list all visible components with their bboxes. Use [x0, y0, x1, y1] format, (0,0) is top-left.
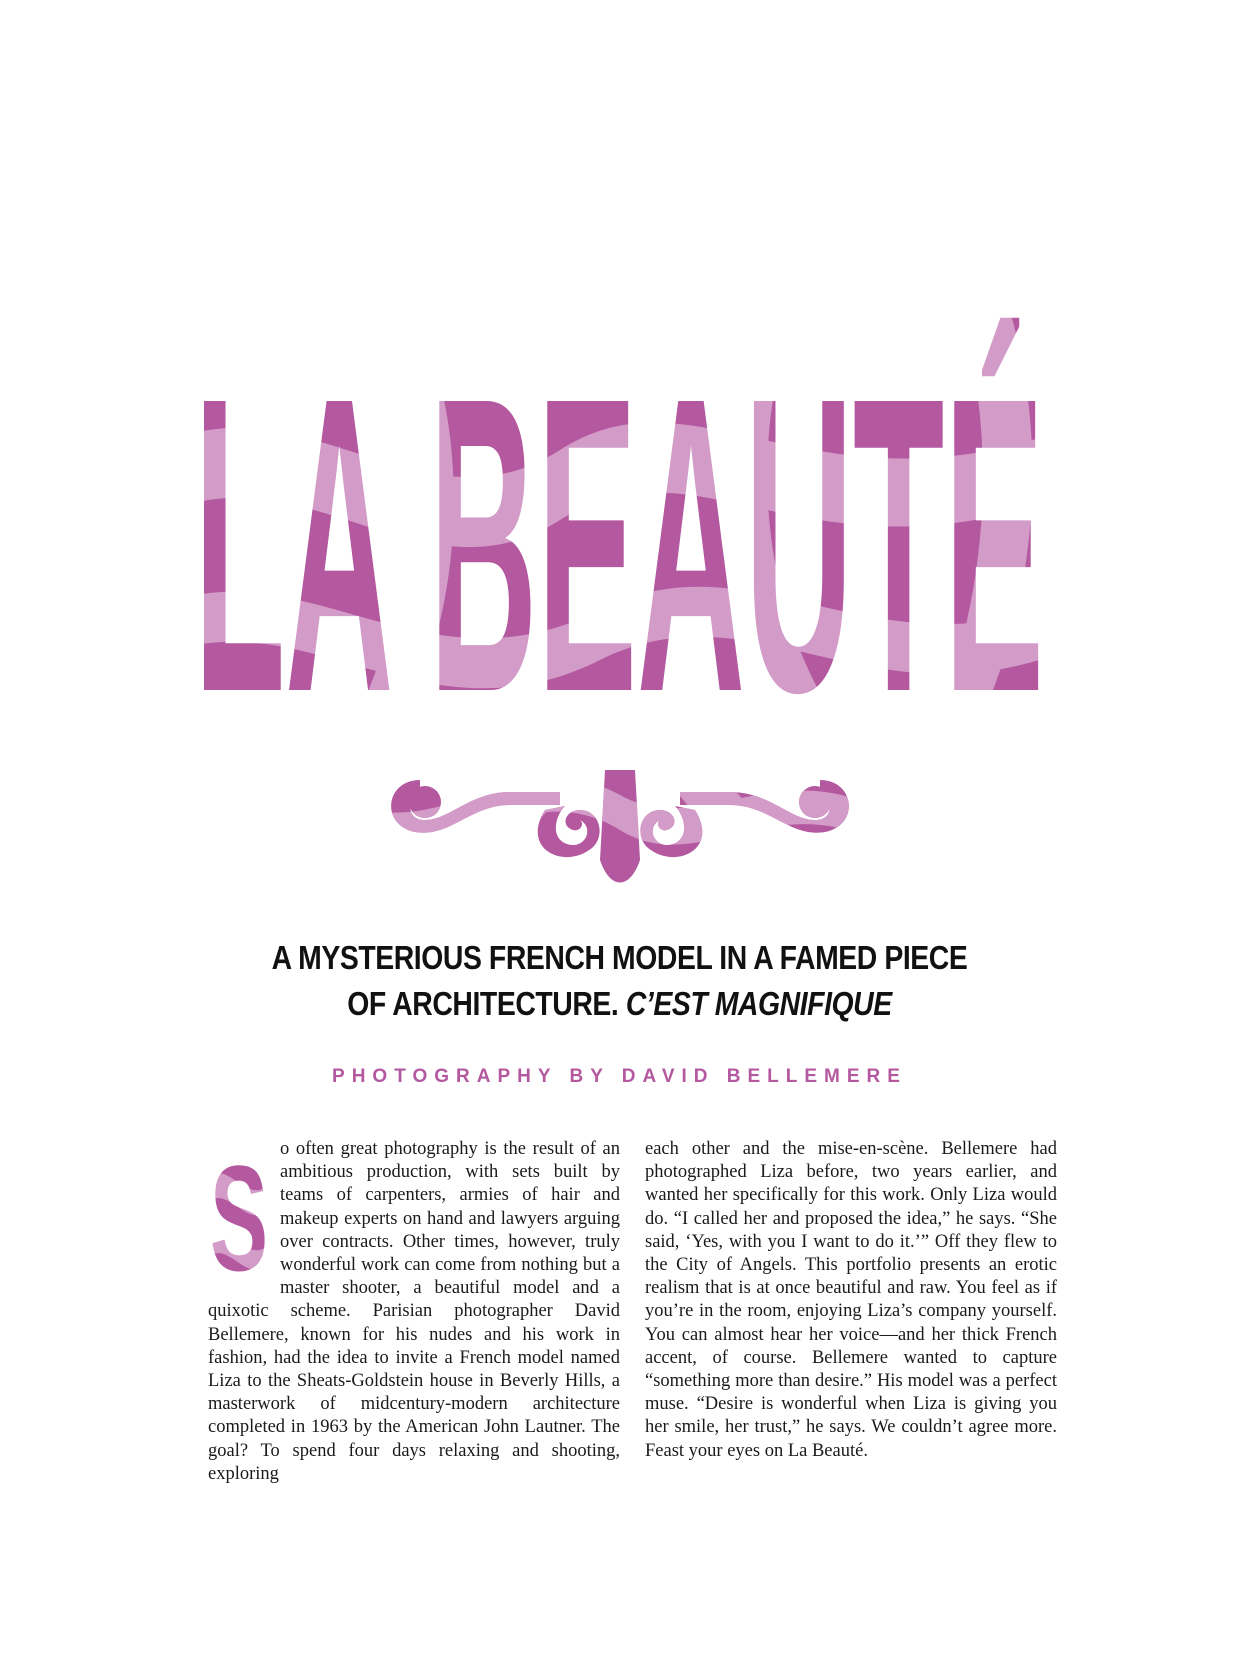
headline-line-1: A MYSTERIOUS FRENCH MODEL IN A FAMED PIECE: [271, 939, 968, 976]
article-text-left: o often great photography is the result of an ambitious production, with sets built by teams of carpenters, armies of hair and makeup experts on hand and lawyers arguing over contracts. Other times, however, truly wonderful work can come from nothing but a master shooter, a beautiful model and a quixotic scheme. Parisian photographer David Bellemere, known for his nudes and his work in fashion, had the idea to invite a French model named Liza to the Sheats-Goldstein house in Beverly Hills, a masterwork of midcentury-modern architecture completed in 1963 by the American John Lautner. The goal? To spend four days relaxing and shooting, exploring: [208, 1139, 620, 1484]
headline-plain: OF ARCHITECTURE.: [347, 985, 619, 1022]
drop-cap: [208, 1138, 270, 1278]
page-title: [0, 280, 1239, 710]
article-column-left: [208, 1138, 620, 1486]
article-column-right: [645, 1138, 1057, 1463]
headline-line-2: [87, 981, 1153, 1027]
scroll-ornament-bottom-icon: [0, 750, 1239, 900]
headline-italic: C’EST MAGNIFIQUE: [625, 985, 892, 1022]
article-text-right: each other and the mise-en-scène. Bellemere had photographed Liza before, two years earlier, and wanted her specifically for this work. Only Liza would do. “I called her and proposed the idea,” he says. “She said, ‘Yes, with you I want to do it.’” Off they flew to the City of Angels. This portfolio presents an erotic realism that is at once beautiful and raw. You feel as if you’re in the room, enjoying Liza’s company yourself. You can almost hear her voice—and her thick French accent, of course. Bellemere wanted to capture “something more than desire.” His model was a perfect muse. “Desire is wonderful when Liza is giving you her smile, her trust,” he says. We couldn’t agree more. Feast your eyes on La Beauté.: [645, 1139, 1057, 1461]
photo-credit: PHOTOGRAPHY BY DAVID BELLEMERE: [332, 1066, 907, 1087]
